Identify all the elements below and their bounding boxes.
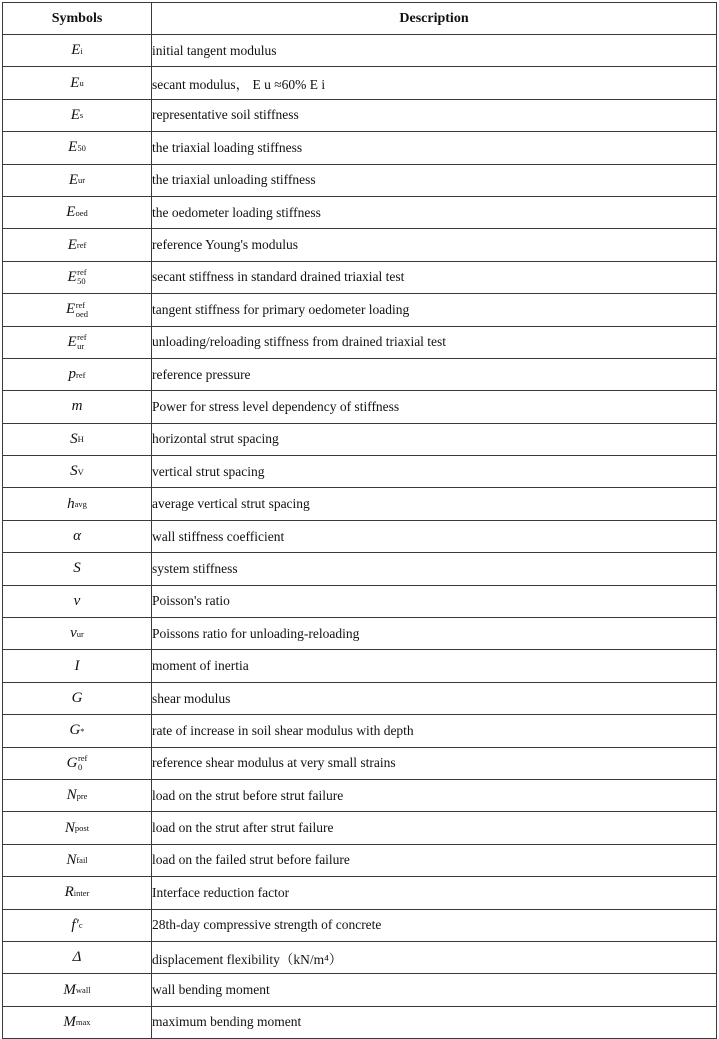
symbol-subscript: s — [79, 110, 84, 121]
description-column-header: Description — [152, 3, 717, 35]
symbol-subscript: V — [77, 466, 84, 477]
symbol-subscript: ur — [76, 628, 84, 639]
description-cell: Interface reduction factor — [152, 877, 717, 909]
symbol-base: p — [68, 366, 77, 383]
symbol — [65, 820, 89, 837]
symbol-cell — [3, 779, 152, 811]
symbol-cell — [3, 456, 152, 488]
description-cell: vertical strut spacing — [152, 456, 717, 488]
symbol-superscript: ref — [75, 299, 86, 310]
description-cell: moment of inertia — [152, 650, 717, 682]
symbol-script-stack — [78, 754, 87, 772]
table-row — [3, 35, 717, 67]
symbol — [69, 366, 86, 383]
symbol-subscript: 0 — [77, 762, 83, 773]
description-cell: wall bending moment — [152, 974, 717, 1006]
table-row — [3, 941, 717, 973]
symbol-base: M — [63, 981, 76, 998]
symbol-script-stack — [76, 301, 88, 319]
symbol-base: N — [66, 787, 77, 804]
table-row — [3, 747, 717, 779]
description-cell: Poissons ratio for unloading-reloading — [152, 618, 717, 650]
description-cell: average vertical strut spacing — [152, 488, 717, 520]
symbol-base: S — [73, 560, 81, 577]
symbol-cell — [3, 67, 152, 99]
symbol-subscript: 50 — [77, 142, 86, 153]
symbol-subscript: avg — [74, 499, 87, 510]
symbol-base: G — [71, 690, 83, 706]
symbols-table — [2, 2, 717, 1039]
symbol-base: E — [70, 74, 80, 91]
symbol-subscript: fail — [76, 855, 88, 866]
symbol — [70, 463, 84, 480]
symbol-cell — [3, 812, 152, 844]
table-row — [3, 618, 717, 650]
symbol-base: S — [70, 430, 78, 447]
symbol-cell — [3, 941, 152, 973]
symbol-base: E — [67, 268, 77, 285]
symbol-cell — [3, 391, 152, 423]
symbol-base: E — [66, 301, 76, 318]
description-cell: displacement flexibility（kN/m⁴） — [152, 941, 717, 973]
description-cell: load on the failed strut before failure — [152, 844, 717, 876]
symbol-script-stack — [77, 333, 86, 351]
table-row — [3, 715, 717, 747]
table-row — [3, 812, 717, 844]
symbol-cell — [3, 553, 152, 585]
description-cell: reference pressure — [152, 358, 717, 390]
symbol-cell — [3, 423, 152, 455]
symbol-cell — [3, 682, 152, 714]
symbol-subscript: oed — [75, 207, 88, 218]
symbol-base: Δ — [72, 949, 82, 966]
symbol-superscript: * — [80, 725, 85, 736]
symbol-subscript: i — [80, 45, 83, 56]
symbol — [71, 42, 83, 59]
symbol-subscript: c — [78, 920, 83, 931]
symbol-base: E — [70, 106, 80, 123]
symbol-base: M — [63, 1013, 76, 1030]
symbol — [68, 237, 87, 254]
table-row — [3, 423, 717, 455]
symbol-base: E — [71, 42, 81, 59]
description-cell: the oedometer loading stiffness — [152, 196, 717, 228]
table-row — [3, 456, 717, 488]
symbol — [73, 528, 81, 545]
symbol-base: S — [70, 463, 78, 480]
symbol-cell — [3, 164, 152, 196]
symbol-base: h — [67, 495, 75, 512]
symbol — [67, 754, 88, 772]
symbol-cell — [3, 1006, 152, 1038]
symbol-cell — [3, 585, 152, 617]
symbol-superscript: ref — [77, 332, 87, 343]
symbol-base: R — [64, 884, 74, 901]
symbol-cell — [3, 909, 152, 941]
table-header-row — [3, 3, 717, 35]
symbol — [74, 593, 81, 610]
symbol — [69, 722, 84, 739]
symbol-cell — [3, 326, 152, 358]
table-row — [3, 1006, 717, 1038]
symbol-base: G — [66, 754, 78, 771]
symbol — [63, 1014, 90, 1031]
table-row — [3, 974, 717, 1006]
table-row — [3, 99, 717, 131]
table-body — [3, 35, 717, 1039]
symbol-cell — [3, 196, 152, 228]
symbol — [70, 75, 83, 92]
symbol — [70, 625, 84, 642]
symbol-base: E — [67, 333, 77, 350]
symbol — [67, 496, 87, 513]
symbol-subscript: ref — [76, 240, 87, 251]
symbol-base: f′ — [71, 916, 79, 933]
symbol — [72, 398, 83, 415]
symbol-subscript: ur — [78, 175, 86, 186]
symbol — [68, 139, 86, 156]
table-row — [3, 67, 717, 99]
symbol — [66, 204, 87, 221]
symbol — [69, 172, 85, 189]
symbol-subscript: ur — [77, 341, 85, 352]
symbol — [75, 658, 80, 675]
symbol-subscript: pre — [76, 790, 88, 801]
symbol — [70, 431, 84, 448]
description-cell: the triaxial unloading stiffness — [152, 164, 717, 196]
symbol-base: G — [69, 722, 81, 739]
table-row — [3, 877, 717, 909]
description-cell: secant modulus， E u ≈60% E i — [152, 67, 717, 99]
symbol-base: N — [64, 819, 75, 836]
table-row — [3, 779, 717, 811]
description-cell: representative soil stiffness — [152, 99, 717, 131]
description-cell: reference shear modulus at very small strains — [152, 747, 717, 779]
table-row — [3, 844, 717, 876]
symbol-base: N — [66, 851, 77, 868]
description-cell: reference Young's modulus — [152, 229, 717, 261]
symbol-base: E — [68, 171, 79, 188]
symbol-cell — [3, 35, 152, 67]
table-row — [3, 164, 717, 196]
table-row — [3, 132, 717, 164]
symbol-cell — [3, 294, 152, 326]
table-row — [3, 909, 717, 941]
symbol — [71, 917, 82, 934]
description-cell: unloading/reloading stiffness from drained triaxial test — [152, 326, 717, 358]
symbol-cell — [3, 132, 152, 164]
symbol-cell — [3, 261, 152, 293]
symbol-superscript: ref — [76, 369, 86, 380]
symbol-superscript: ref — [77, 753, 88, 764]
symbol — [65, 884, 90, 901]
table-row — [3, 196, 717, 228]
description-cell: rate of increase in soil shear modulus with depth — [152, 715, 717, 747]
symbol-subscript: inter — [73, 887, 90, 898]
symbol-base: E — [67, 236, 77, 253]
description-cell: horizontal strut spacing — [152, 423, 717, 455]
symbols-column-header: Symbols — [3, 3, 152, 35]
description-cell: load on the strut before strut failure — [152, 779, 717, 811]
symbol-subscript: max — [75, 1017, 91, 1028]
symbol-cell — [3, 99, 152, 131]
table-row — [3, 585, 717, 617]
symbol — [72, 690, 83, 707]
symbol — [67, 268, 86, 286]
symbol-cell — [3, 618, 152, 650]
symbol — [67, 787, 88, 804]
symbol-superscript: ref — [77, 267, 87, 278]
table-row — [3, 358, 717, 390]
symbol-cell — [3, 974, 152, 1006]
symbol — [66, 301, 88, 319]
table-row — [3, 326, 717, 358]
symbol-subscript: 50 — [77, 276, 86, 287]
symbol-cell — [3, 520, 152, 552]
symbol-base: E — [66, 204, 76, 221]
symbol — [66, 852, 87, 869]
symbol-subscript: u — [79, 78, 84, 89]
table-row — [3, 650, 717, 682]
symbol-base: v — [70, 625, 77, 642]
description-cell: maximum bending moment — [152, 1006, 717, 1038]
symbol-subscript: wall — [75, 985, 91, 996]
table-row — [3, 682, 717, 714]
symbol-cell — [3, 488, 152, 520]
description-cell: shear modulus — [152, 682, 717, 714]
symbol-subscript: H — [77, 434, 84, 445]
description-cell: initial tangent modulus — [152, 35, 717, 67]
symbol — [73, 949, 82, 966]
table-row — [3, 488, 717, 520]
symbol-cell — [3, 844, 152, 876]
description-cell: load on the strut after strut failure — [152, 812, 717, 844]
description-cell: 28th-day compressive strength of concrete — [152, 909, 717, 941]
symbol — [71, 107, 83, 124]
description-cell: system stiffness — [152, 553, 717, 585]
symbol — [67, 333, 86, 351]
table-row — [3, 553, 717, 585]
description-cell: the triaxial loading stiffness — [152, 132, 717, 164]
table-row — [3, 391, 717, 423]
symbol-subscript: oed — [75, 308, 88, 319]
description-cell: Power for stress level dependency of stiffness — [152, 391, 717, 423]
description-cell: wall stiffness coefficient — [152, 520, 717, 552]
table-row — [3, 520, 717, 552]
symbol-base: I — [74, 657, 80, 674]
symbol-base: m — [71, 398, 83, 415]
description-cell: tangent stiffness for primary oedometer loading — [152, 294, 717, 326]
table-row — [3, 294, 717, 326]
table-row — [3, 229, 717, 261]
symbol-cell — [3, 747, 152, 779]
symbol-script-stack — [77, 268, 86, 286]
symbol-cell — [3, 650, 152, 682]
symbol-cell — [3, 358, 152, 390]
description-cell: secant stiffness in standard drained triaxial test — [152, 261, 717, 293]
symbol — [63, 982, 90, 999]
symbol-subscript: post — [74, 823, 90, 834]
symbol-base: E — [68, 139, 78, 156]
description-cell: Poisson's ratio — [152, 585, 717, 617]
symbol-cell — [3, 229, 152, 261]
symbol-cell — [3, 877, 152, 909]
symbol — [73, 560, 81, 577]
symbol-cell — [3, 715, 152, 747]
symbol-base: α — [73, 528, 81, 545]
symbol-base: ν — [73, 592, 81, 609]
table-row — [3, 261, 717, 293]
